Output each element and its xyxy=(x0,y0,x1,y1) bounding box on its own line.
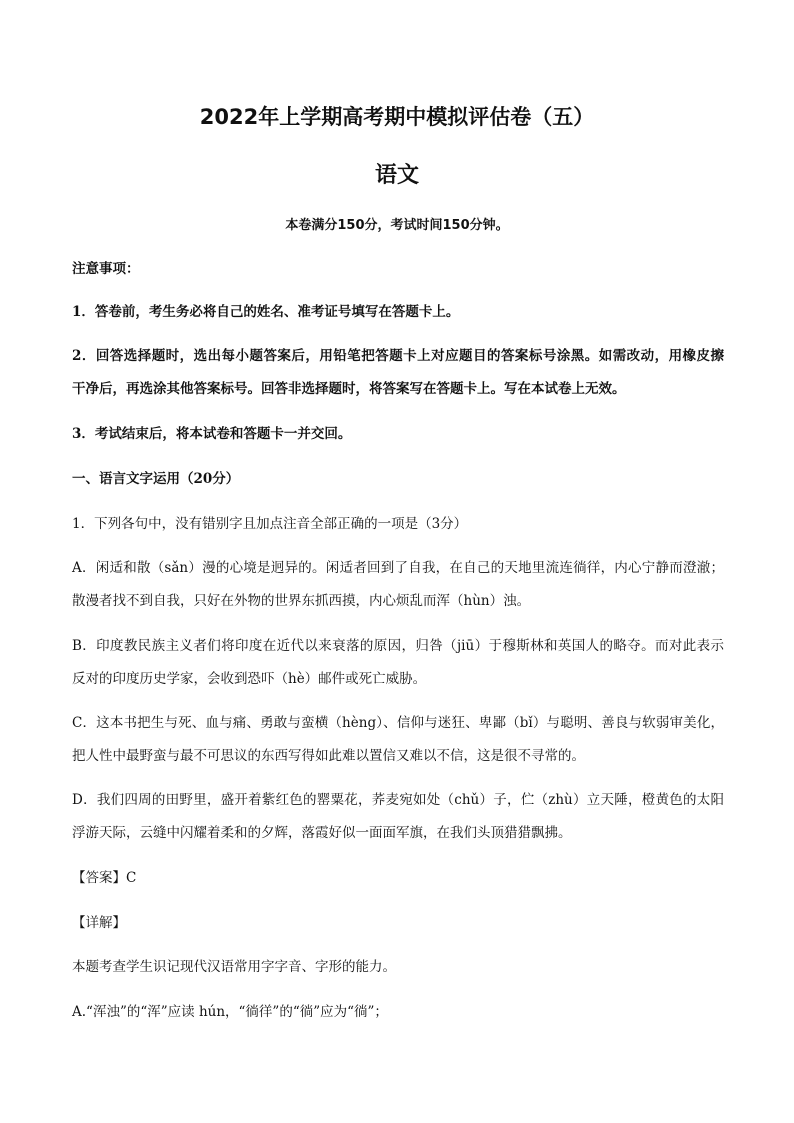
note-item-2-line-1: 2．回答选择题时，选出每小题答案后，用铅笔把答题卡上对应题目的答案标号涂黑。如需改动，用橡皮擦 xyxy=(72,348,724,364)
option-a-line-2: 散漫者找不到自我，只好在外物的世界东抓西摸，内心烦乱而浑（hùn）浊。 xyxy=(72,593,531,609)
subject-title: 语文 xyxy=(374,163,419,188)
exam-title: 2022年上学期高考期中模拟评估卷（五） xyxy=(199,105,595,129)
option-a-line-1: A．闲适和散（sǎn）漫的心境是迥异的。闲适者回到了自我，在自己的天地里流连徜徉，内心宁静而澄澈； xyxy=(72,560,724,576)
score-info: 本卷满分150分，考试时间150分钟。 xyxy=(285,218,509,233)
notes-heading: 注意事项： xyxy=(72,261,140,277)
note-item-3: 3．考试结束后，将本试卷和答题卡一并交回。 xyxy=(72,426,352,442)
option-b-line-1: B．印度教民族主义者们将印度在近代以来衰落的原因，归咎（jiū）于穆斯林和英国人的略夺。而对此表示 xyxy=(72,638,724,654)
detail-option-a: A.“浑浊”的“浑”应读 hún，“徜徉”的“徜”应为“徜”； xyxy=(72,1004,388,1020)
option-c-line-1: C．这本书把生与死、血与痛、勇敢与蛮横（hèng）、信仰与迷狂、卑鄙（bǐ）与聪明、善良与软弱审美化， xyxy=(72,715,724,731)
option-d-line-2: 浮游天际，云缝中闪耀着柔和的夕辉，落霞好似一面面军旗，在我们头顶猎猎飘拂。 xyxy=(72,825,572,841)
answer-label: 【答案】C xyxy=(72,870,137,886)
option-b-line-2: 反对的印度历史学家，会收到恐吓（hè）邮件或死亡威胁。 xyxy=(72,671,427,687)
option-c-line-2: 把人性中最野蛮与最不可思议的东西写得如此难以置信又难以不信，这是很不寻常的。 xyxy=(72,748,585,764)
detail-text: 本题考查学生识记现代汉语常用字字音、字形的能力。 xyxy=(72,959,396,975)
option-d-line-1: D．我们四周的田野里，盛开着紫红色的罂粟花，荞麦宛如处（chǔ）子，伫（zhù）立天陲，橙黄色的太阳 xyxy=(72,792,724,808)
note-item-2-line-2: 干净后，再选涂其他答案标号。回答非选择题时，将答案写在答题卡上。写在本试卷上无效。 xyxy=(72,381,626,397)
question-stem: 1．下列各句中，没有错别字且加点注音全部正确的一项是（3分） xyxy=(72,516,468,532)
detail-heading: 【详解】 xyxy=(72,915,126,931)
note-item-1: 1．答卷前，考生务必将自己的姓名、准考证号填写在答题卡上。 xyxy=(72,304,460,320)
section-heading: 一、语言文字运用（20分） xyxy=(72,471,240,487)
